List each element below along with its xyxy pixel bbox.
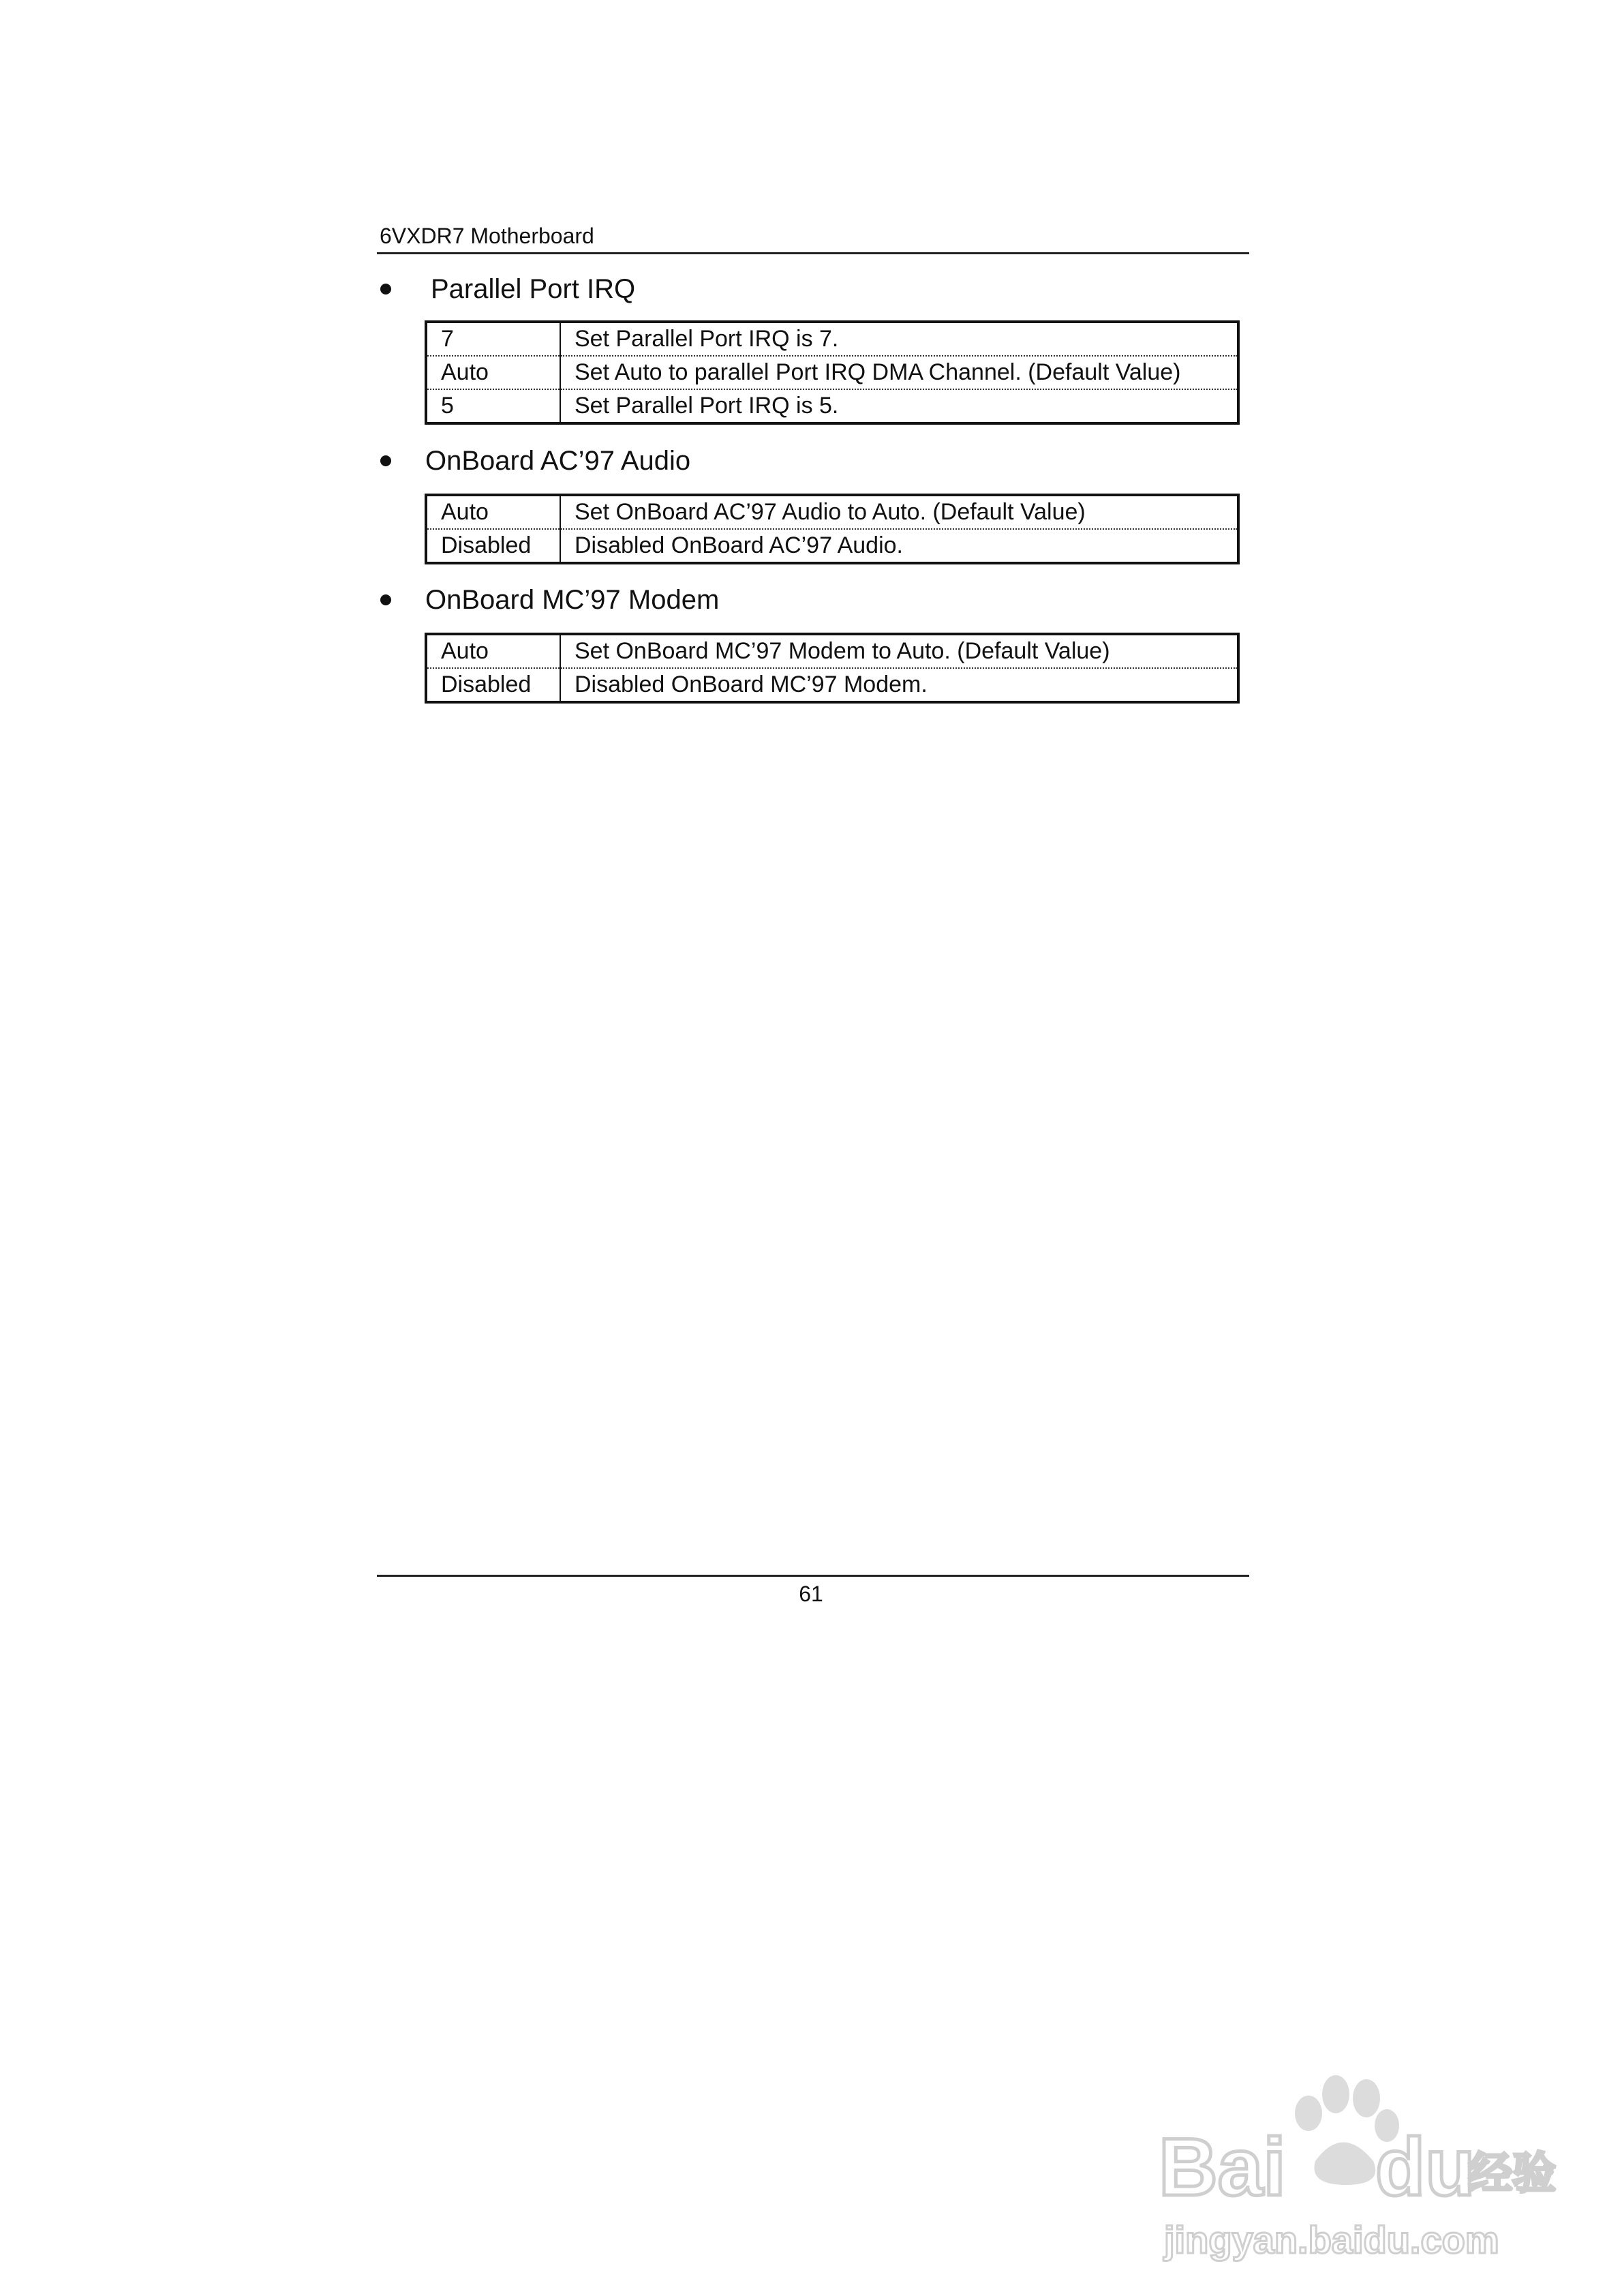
description-cell: Set OnBoard AC’97 Audio to Auto. (Default Value) (575, 499, 1086, 525)
svg-text:经验: 经验 (1469, 2149, 1556, 2199)
section-heading-onboard-ac97-audio (380, 442, 690, 480)
section-heading-label: OnBoard MC’97 Modem (425, 585, 720, 615)
svg-text:Bai: Bai (1159, 2121, 1286, 2213)
table-row (426, 322, 1238, 356)
option-cell: Auto (426, 356, 560, 389)
option-cell: Disabled (426, 529, 560, 563)
page-number: 61 (799, 1582, 823, 1606)
options-table-onboard-ac97-audio (425, 494, 1240, 564)
description-cell: Set Auto to parallel Port IRQ DMA Channel. (Default Value) (560, 356, 1238, 389)
description-cell: Set OnBoard MC’97 Modem to Auto. (Default Value) (575, 638, 1110, 664)
table-row (426, 495, 1238, 529)
description-cell: Disabled OnBoard MC’97 Modem. (560, 668, 1238, 702)
option-cell: Disabled (426, 668, 560, 702)
section-heading-label: Parallel Port IRQ (431, 274, 636, 304)
section-heading-parallel-port-irq (380, 270, 635, 308)
svg-text:jingyan.baidu.com: jingyan.baidu.com (1164, 2218, 1499, 2261)
table-row (426, 356, 1238, 389)
section-heading-label: OnBoard AC’97 Audio (425, 446, 691, 476)
option-cell: 7 (426, 322, 560, 356)
option-cell: Auto (426, 495, 560, 529)
description-cell: Set Parallel Port IRQ is 5. (560, 389, 1238, 423)
bullet-icon (380, 284, 391, 294)
page-header-title: 6VXDR7 Motherboard (380, 224, 594, 248)
section-heading-onboard-mc97-modem (380, 581, 719, 619)
footer-rule (377, 1575, 1249, 1577)
svg-text:du: du (1375, 2121, 1475, 2213)
option-cell: 5 (426, 389, 560, 423)
table-row (426, 634, 1238, 668)
paw-icon (1295, 2096, 1322, 2131)
description-cell: Set Parallel Port IRQ is 7. (575, 326, 839, 352)
table-row (426, 668, 1238, 702)
watermark-logo (1159, 2059, 1556, 2270)
header-rule (377, 252, 1249, 254)
table-row (426, 529, 1238, 563)
table-row (426, 389, 1238, 423)
description-cell: Disabled OnBoard AC’97 Audio. (560, 529, 1238, 563)
option-cell: Auto (426, 634, 560, 668)
bullet-icon (380, 455, 391, 466)
options-table-onboard-mc97-modem (425, 633, 1240, 704)
options-table-parallel-port-irq (425, 320, 1240, 425)
bullet-icon (380, 594, 391, 605)
